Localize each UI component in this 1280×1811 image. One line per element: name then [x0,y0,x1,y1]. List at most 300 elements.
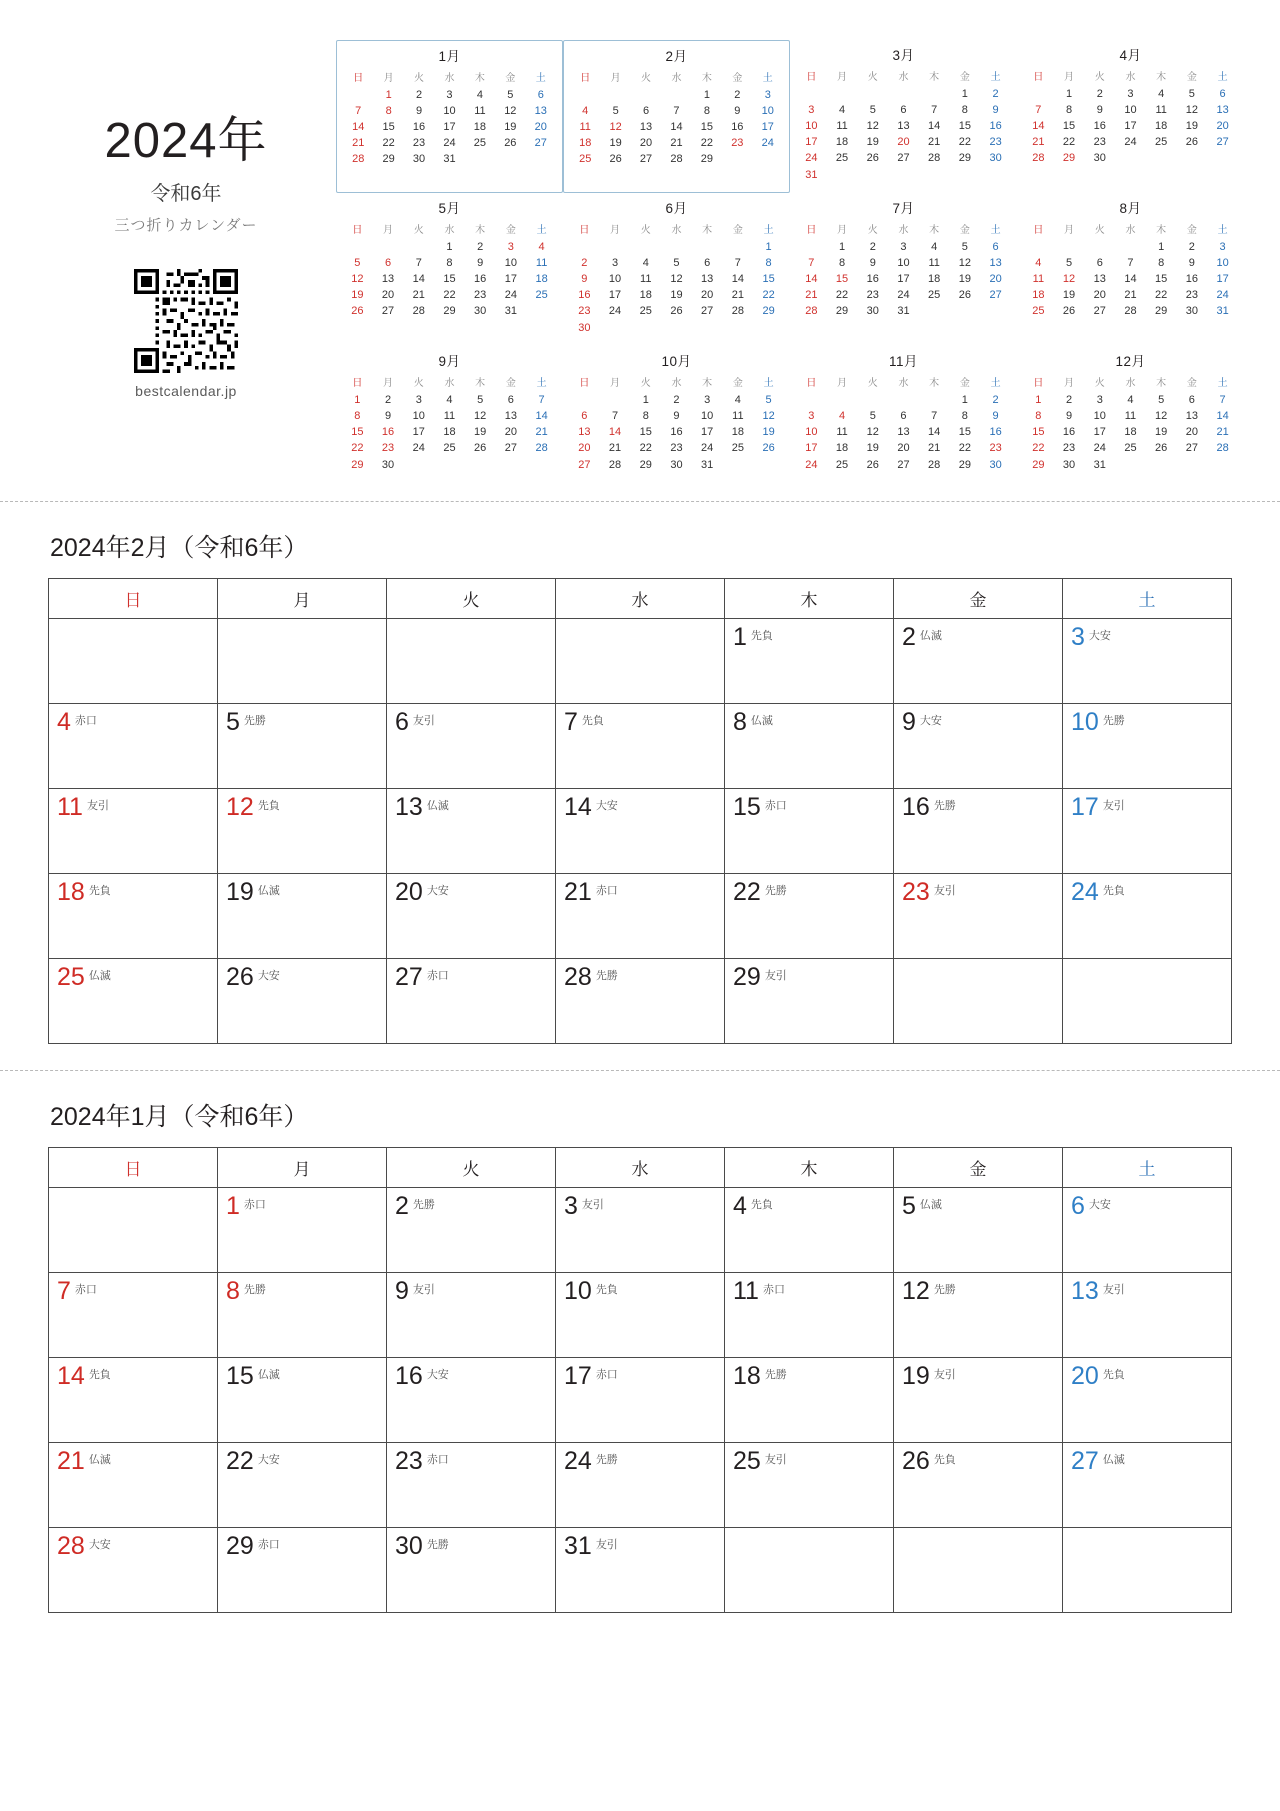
day-cell[interactable] [218,704,387,789]
mini-day-cell: 22 [443,289,456,302]
mini-day-cell: 11 [836,119,848,132]
mini-day-cell: 7 [673,104,680,117]
mini-day-cell: 21 [805,289,818,302]
mini-day-cell: 19 [958,273,971,286]
mini-day-cell: 27 [578,458,591,471]
mini-day-cell: 15 [443,273,456,286]
mini-day-cell: 19 [866,442,879,455]
mini-months-grid [336,40,1244,483]
mini-day-cell: 29 [351,458,364,471]
rokuyo-label: 大安 [1088,630,1111,643]
day-cell[interactable] [556,1358,725,1443]
mini-day-cell: 10 [1093,410,1106,423]
rokuyo-label: 先勝 [933,800,956,813]
mini-day-cell [1146,151,1177,167]
day-cell[interactable] [218,1443,387,1528]
day-cell[interactable] [556,1273,725,1358]
mini-weekday-header: 火 [641,73,652,84]
mini-month-table [570,68,783,168]
mini-day-cell: 14 [1032,119,1045,132]
day-number: 5 [226,708,240,737]
day-cell[interactable] [387,789,556,874]
day-cell[interactable] [894,619,1063,704]
mini-day-cell: 5 [1188,87,1195,100]
mini-day-cell: 1 [765,240,772,253]
mini-day-cell [570,87,600,103]
day-cell[interactable] [556,1188,725,1273]
mini-day-cell: 24 [805,458,818,471]
day-cell[interactable] [49,1273,218,1358]
mini-day-cell [600,320,631,336]
mini-weekday-header: 火 [1094,225,1105,237]
mini-day-cell: 30 [578,321,591,334]
day-number: 14 [57,1362,85,1391]
day-cell[interactable] [387,1188,556,1273]
day-cell[interactable] [556,704,725,789]
mini-weekday-header: 月 [610,225,621,237]
day-cell[interactable] [1063,704,1232,789]
day-cell[interactable] [725,1358,894,1443]
mini-day-cell: 18 [535,273,548,286]
day-cell[interactable] [218,619,387,704]
mini-month [790,193,1017,346]
mini-month-table [796,220,1011,320]
day-number: 6 [1071,1192,1085,1221]
day-cell[interactable] [387,704,556,789]
mini-day-cell: 11 [535,256,548,269]
mini-day-cell: 4 [931,240,938,253]
mini-day-cell: 19 [1155,426,1168,439]
mini-day-cell: 19 [474,426,487,439]
mini-day-cell: 20 [534,120,547,133]
mini-day-cell: 10 [412,410,425,423]
day-cell[interactable] [218,959,387,1044]
mini-day-cell: 16 [989,426,1002,439]
day-cell[interactable] [49,959,218,1044]
mini-day-cell [526,457,557,473]
day-cell[interactable] [218,1358,387,1443]
mini-day-cell: 4 [838,103,846,116]
mini-month [1017,40,1244,193]
day-cell[interactable] [218,789,387,874]
mini-day-cell: 4 [446,393,453,406]
day-cell[interactable] [387,1443,556,1528]
mini-day-cell: 27 [1216,136,1229,149]
mini-day-cell [631,87,661,103]
mini-day-cell: 25 [535,289,548,302]
mini-month-title: 6月 [665,201,688,217]
rokuyo-label: 先勝 [426,1539,449,1552]
mini-weekday-header: 木 [1156,378,1167,390]
day-cell[interactable] [218,1188,387,1273]
weekday-header-thu: 木 [725,1148,894,1188]
mini-day-cell: 19 [609,137,622,150]
rokuyo-label: 仏滅 [88,1454,111,1467]
day-number: 14 [564,793,592,822]
rokuyo-label: 先勝 [595,970,618,983]
mini-day-cell: 17 [608,289,622,302]
table-row [49,1443,1232,1528]
rokuyo-label: 仏滅 [257,885,280,898]
mini-day-cell: 4 [582,104,589,117]
rokuyo-label: 先負 [88,885,111,898]
mini-day-cell: 17 [412,426,425,439]
day-cell[interactable] [387,1273,556,1358]
day-cell[interactable] [725,704,894,789]
table-row [49,1273,1232,1358]
day-cell[interactable] [556,1443,725,1528]
mini-day-cell: 2 [869,240,876,253]
mini-weekday-header: 土 [536,225,547,237]
mini-weekday-header: 土 [990,378,1001,390]
mini-day-cell: 20 [1216,119,1229,132]
mini-weekday-header: 金 [505,225,516,237]
mini-day-cell: 1 [838,240,846,253]
mini-day-cell: 8 [961,410,968,423]
mini-day-cell: 7 [1127,256,1134,269]
mini-day-cell: 16 [474,273,487,286]
mini-day-cell: 10 [608,273,622,286]
mini-day-cell [569,239,600,255]
day-cell[interactable] [725,959,894,1044]
mini-day-cell: 21 [1124,289,1137,302]
day-number: 13 [1071,1277,1099,1306]
qr-code-icon [134,269,238,373]
mini-day-cell: 5 [869,103,876,116]
day-cell[interactable] [49,874,218,959]
mini-weekday-header: 日 [579,225,590,237]
mini-day-cell: 20 [504,426,517,439]
day-cell[interactable] [49,789,218,874]
mini-day-cell: 9 [734,104,741,117]
mini-month-table [1023,220,1238,320]
mini-day-cell: 25 [579,153,592,166]
mini-day-cell: 9 [992,103,999,116]
day-cell[interactable] [894,1443,1063,1528]
mini-day-cell: 7 [931,103,938,116]
mini-weekday-header: 火 [413,378,424,390]
mini-month-title: 10月 [661,354,692,370]
mini-day-cell: 9 [1096,103,1103,116]
day-number: 17 [564,1362,592,1391]
rokuyo-label: 大安 [919,715,942,728]
mini-day-cell [980,304,1011,320]
day-number: 24 [1071,878,1099,907]
mini-weekday-header: 金 [1186,378,1197,390]
mini-day-cell: 21 [535,426,548,439]
table-row [49,959,1232,1044]
mini-day-cell: 15 [1062,119,1076,132]
day-cell[interactable] [1063,619,1232,704]
mini-day-cell: 13 [897,426,910,439]
day-cell[interactable] [1063,789,1232,874]
mini-day-cell: 16 [866,273,879,286]
mini-day-cell: 10 [897,256,910,269]
rokuyo-label: 大安 [257,970,280,983]
mini-weekday-header: 月 [837,225,848,237]
day-cell[interactable] [725,1188,894,1273]
day-cell[interactable] [49,1358,218,1443]
weekday-header-sat: 土 [1063,579,1232,619]
mini-day-cell: 2 [673,393,680,406]
mini-day-cell: 28 [731,305,744,318]
day-cell[interactable] [894,959,1063,1044]
mini-day-cell: 22 [958,442,971,455]
mini-weekday-header: 土 [1217,225,1228,237]
day-cell[interactable] [894,1358,1063,1443]
day-cell[interactable] [387,1528,556,1613]
rokuyo-label: 先勝 [933,1284,956,1297]
day-cell[interactable] [49,1188,218,1273]
rokuyo-label: 友引 [412,715,435,728]
mini-day-cell: 4 [1127,393,1134,406]
mini-day-cell: 9 [384,410,392,423]
day-cell[interactable] [1063,1273,1232,1358]
mini-day-cell: 10 [443,104,456,117]
rokuyo-label: 赤口 [426,970,449,983]
mini-day-cell: 14 [535,410,548,423]
day-cell[interactable] [556,1528,725,1613]
mini-weekday-header: 金 [505,73,516,84]
mini-day-cell: 8 [703,104,710,117]
day-cell[interactable] [1063,1528,1232,1613]
mini-weekday-header: 月 [383,378,394,390]
mini-day-cell: 13 [701,273,714,286]
mini-month [1017,193,1244,346]
mini-day-cell: 16 [670,426,683,439]
mini-day-cell [692,239,723,255]
day-cell[interactable] [725,1528,894,1613]
mini-day-cell [343,87,373,103]
mini-weekday-header: 日 [1033,72,1044,83]
day-cell[interactable] [556,619,725,704]
mini-day-cell: 17 [701,426,714,439]
mini-day-cell [888,86,919,102]
mini-day-cell: 22 [835,289,849,302]
day-number: 29 [226,1532,254,1561]
rokuyo-label: 赤口 [764,800,787,813]
day-cell[interactable] [49,704,218,789]
day-cell[interactable] [894,704,1063,789]
mini-day-cell: 17 [1124,119,1137,132]
mini-day-cell: 19 [866,136,879,149]
mini-day-cell [827,86,858,102]
day-number: 13 [395,793,423,822]
mini-day-cell: 17 [443,120,456,133]
day-cell[interactable] [387,619,556,704]
day-cell[interactable] [725,1273,894,1358]
mini-weekday-header: 水 [671,73,682,84]
mini-day-cell [661,87,691,103]
mini-weekday-header: 水 [671,378,682,390]
day-cell[interactable] [1063,1188,1232,1273]
mini-day-cell: 22 [382,137,395,150]
mini-day-cell: 12 [474,410,487,423]
mini-day-cell: 2 [992,87,999,100]
day-cell[interactable] [1063,874,1232,959]
day-cell[interactable] [725,874,894,959]
day-cell[interactable] [556,874,725,959]
mini-day-cell: 25 [731,442,744,455]
day-cell[interactable] [894,874,1063,959]
mini-weekday-header: 金 [1186,72,1197,83]
day-cell[interactable] [894,1528,1063,1613]
mini-day-cell [434,457,465,473]
mini-day-cell: 25 [928,289,941,302]
mini-day-cell [1023,86,1054,102]
mini-day-cell: 22 [700,137,714,150]
rokuyo-label: 友引 [412,1284,435,1297]
mini-day-cell: 20 [701,289,714,302]
mini-day-cell: 21 [1032,136,1045,149]
day-number: 26 [902,1447,930,1476]
day-number: 18 [733,1362,761,1391]
mini-day-cell: 4 [734,393,741,406]
rokuyo-label: 仏滅 [88,970,111,983]
mini-weekday-header: 火 [867,72,878,83]
mini-day-cell [1177,151,1208,167]
mini-day-cell: 12 [866,119,879,132]
day-cell[interactable] [894,1188,1063,1273]
mini-day-cell: 17 [1093,426,1106,439]
mini-day-cell: 24 [504,289,517,302]
mini-weekday-header: 木 [929,72,940,83]
day-cell[interactable] [387,874,556,959]
mini-weekday-header: 土 [763,225,774,237]
mini-day-cell [753,320,784,336]
mini-weekday-header: 火 [867,225,878,237]
mini-day-cell: 6 [507,393,514,406]
mini-day-cell: 12 [762,410,775,423]
mini-day-cell [373,239,404,255]
mini-day-cell [753,457,784,473]
mini-day-cell: 3 [900,240,907,253]
mini-day-cell [526,304,557,320]
mini-day-cell: 22 [639,442,652,455]
day-cell[interactable] [556,959,725,1044]
mini-day-cell: 15 [1155,273,1168,286]
mini-day-cell: 2 [1096,87,1103,100]
mini-month [336,346,563,483]
day-cell[interactable] [218,1528,387,1613]
mini-day-cell: 17 [897,273,910,286]
mini-day-cell: 15 [639,426,652,439]
mini-month-table [796,67,1011,183]
mini-day-cell: 24 [805,152,818,165]
day-cell[interactable] [387,959,556,1044]
year-overview-panel [0,0,1280,483]
mini-weekday-header: 金 [1186,225,1197,237]
mini-day-cell [919,304,950,320]
mini-day-cell: 14 [1216,410,1229,423]
day-cell[interactable] [725,789,894,874]
day-number: 20 [1071,1362,1099,1391]
day-cell[interactable] [49,619,218,704]
mini-day-cell: 28 [928,152,941,165]
day-cell[interactable] [725,1443,894,1528]
day-cell[interactable] [1063,1358,1232,1443]
mini-weekday-header: 金 [732,73,743,84]
mini-weekday-header: 日 [579,378,590,390]
mini-day-cell: 3 [446,88,453,101]
mini-day-cell: 1 [1065,87,1073,100]
mini-day-cell: 24 [1124,136,1137,149]
mini-day-cell: 12 [670,273,683,286]
mini-day-cell: 18 [473,120,487,133]
day-cell[interactable] [49,1528,218,1613]
day-cell[interactable] [1063,1443,1232,1528]
mini-day-cell: 9 [1065,410,1073,423]
mini-weekday-header: 金 [505,378,516,390]
mini-day-cell: 6 [384,256,392,269]
day-cell[interactable] [218,1273,387,1358]
mini-day-cell: 26 [1062,305,1076,318]
mini-day-cell [919,167,950,183]
day-number: 10 [564,1277,592,1306]
rokuyo-label: 仏滅 [1102,1454,1125,1467]
rokuyo-label: 仏滅 [750,715,773,728]
day-cell[interactable] [49,1443,218,1528]
mini-day-cell: 24 [1216,289,1229,302]
mini-day-cell: 25 [443,442,456,455]
mini-weekday-header: 水 [1125,378,1136,390]
mini-day-cell: 2 [384,393,392,406]
mini-day-cell: 2 [477,240,484,253]
mini-day-cell: 26 [670,305,683,318]
mini-day-cell: 27 [897,152,910,165]
mini-day-cell: 27 [504,442,517,455]
day-number: 23 [902,878,930,907]
mini-month [336,193,563,346]
mini-weekday-header: 水 [1125,225,1136,237]
day-number: 12 [902,1277,930,1306]
day-number: 26 [226,963,254,992]
day-number: 31 [564,1532,592,1561]
mini-day-cell: 8 [642,410,649,423]
mini-day-cell: 14 [731,273,744,286]
mini-day-cell: 11 [836,426,848,439]
mini-weekday-header: 火 [414,73,425,84]
mini-weekday-header: 木 [474,73,485,84]
mini-day-cell: 8 [1035,410,1042,423]
mini-day-cell: 17 [504,273,517,286]
mini-weekday-header: 日 [352,225,363,237]
mini-month-table [569,373,784,473]
mini-day-cell: 26 [351,305,364,318]
mini-day-cell: 1 [1158,240,1165,253]
day-cell[interactable] [218,874,387,959]
mini-day-cell: 19 [1185,119,1198,132]
mini-day-cell: 24 [761,137,774,150]
rokuyo-label: 先勝 [243,1284,266,1297]
day-number: 25 [733,1447,761,1476]
day-cell[interactable] [556,789,725,874]
mini-day-cell: 20 [897,136,910,149]
day-cell[interactable] [725,619,894,704]
mini-day-cell: 30 [1062,458,1076,471]
day-number: 11 [57,793,83,822]
mini-day-cell: 27 [897,458,910,471]
day-cell[interactable] [894,789,1063,874]
day-cell[interactable] [894,1273,1063,1358]
mini-day-cell: 13 [534,104,547,117]
mini-day-cell: 10 [805,426,818,439]
mini-day-cell: 15 [762,273,775,286]
day-cell[interactable] [1063,959,1232,1044]
mini-day-cell [465,457,496,473]
table-row [49,1188,1232,1273]
day-cell[interactable] [387,1358,556,1443]
